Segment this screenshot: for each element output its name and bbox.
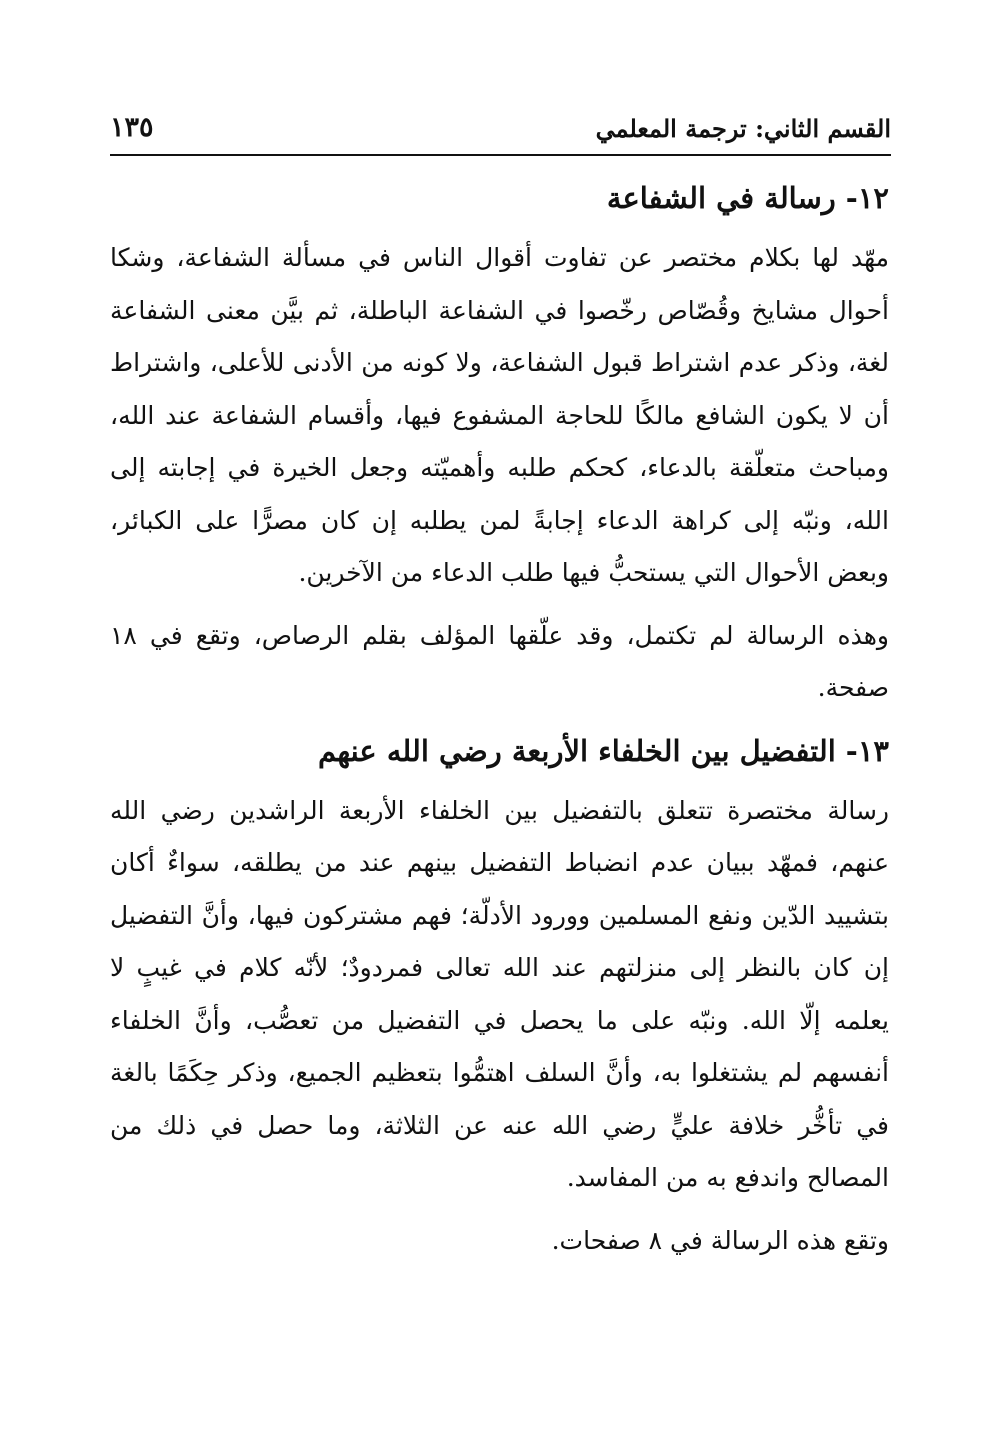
section-heading-12: [110, 172, 889, 224]
page-number: ١٣٥: [110, 112, 154, 143]
section-number: ١٣-: [845, 733, 889, 768]
section-heading-13: [110, 725, 889, 777]
running-header-title: القسم الثاني: ترجمة المعلمي: [595, 114, 891, 143]
running-header: [110, 108, 891, 156]
body-paragraph: وهذه الرسالة لم تكتمل، وقد علّقها المؤلف بقلم الرصاص، وتقع في ١٨ صفحة.: [110, 620, 889, 702]
body-paragraph: رسالة مختصرة تتعلق بالتفضيل بين الخلفاء الأربعة الراشدين رضي الله عنهم، فمهّد ببيان عدم انضباط التفضيل بينهم عند من يطلقه، سواءٌ أكان بتشييد الدّين ونفع المسلمين وورود الأدلّة؛ فهم مشتركون فيها، وأنَّ التفضيل إن كان بالنظر إلى منزلتهم عند الله تعالى فمردودٌ؛ لأنّه كلام في غيبٍ لا يعلمه إلّا الله. ونبّه على ما يحصل في التفضيل من تعصُّب، وأنَّ الخلفاء أنفسهم لم يشتغلوا به، وأنَّ السلف اهتمُّوا بتعظيم الجميع، وذكر حِكَمًا بالغة في تأخُّر خلافة عليٍّ رضي الله عنه عن الثلاثة، وما حصل في ذلك من المصالح واندفع به من المفاسد.: [110, 795, 889, 1192]
section-number: ١٢-: [845, 181, 889, 215]
page-body: [110, 172, 889, 1267]
body-paragraph: مهّد لها بكلام مختصر عن تفاوت أقوال الناس في مسألة الشفاعة، وشكا أحوال مشايخ وقُصّاص رخّصوا في الشفاعة الباطلة، ثم بيَّن معنى الشفاعة لغة، وذكر عدم اشتراط قبول الشفاعة، ولا كونه من الأدنى للأعلى، واشتراط أن لا يكون الشافع مالكًا للحاجة المشفوع فيها، وأقسام الشفاعة عند الله، ومباحث متعلّقة بالدعاء، كحكم طلبه وأهميّته وجعل الخيرة في إجابته إلى الله، ونبّه إلى كراهة الدعاء إجابةً لمن يطلبه إن كان مصرًّا على الكبائر، وبعض الأحوال التي يستحبُّ فيها طلب الدعاء من الآخرين.: [110, 243, 889, 587]
body-paragraph: وتقع هذه الرسالة في ٨ صفحات.: [551, 1225, 889, 1255]
section-title-text: التفضيل بين الخلفاء الأربعة رضي الله عنهم: [318, 733, 836, 768]
section-title-text: رسالة في الشفاعة: [606, 181, 836, 215]
